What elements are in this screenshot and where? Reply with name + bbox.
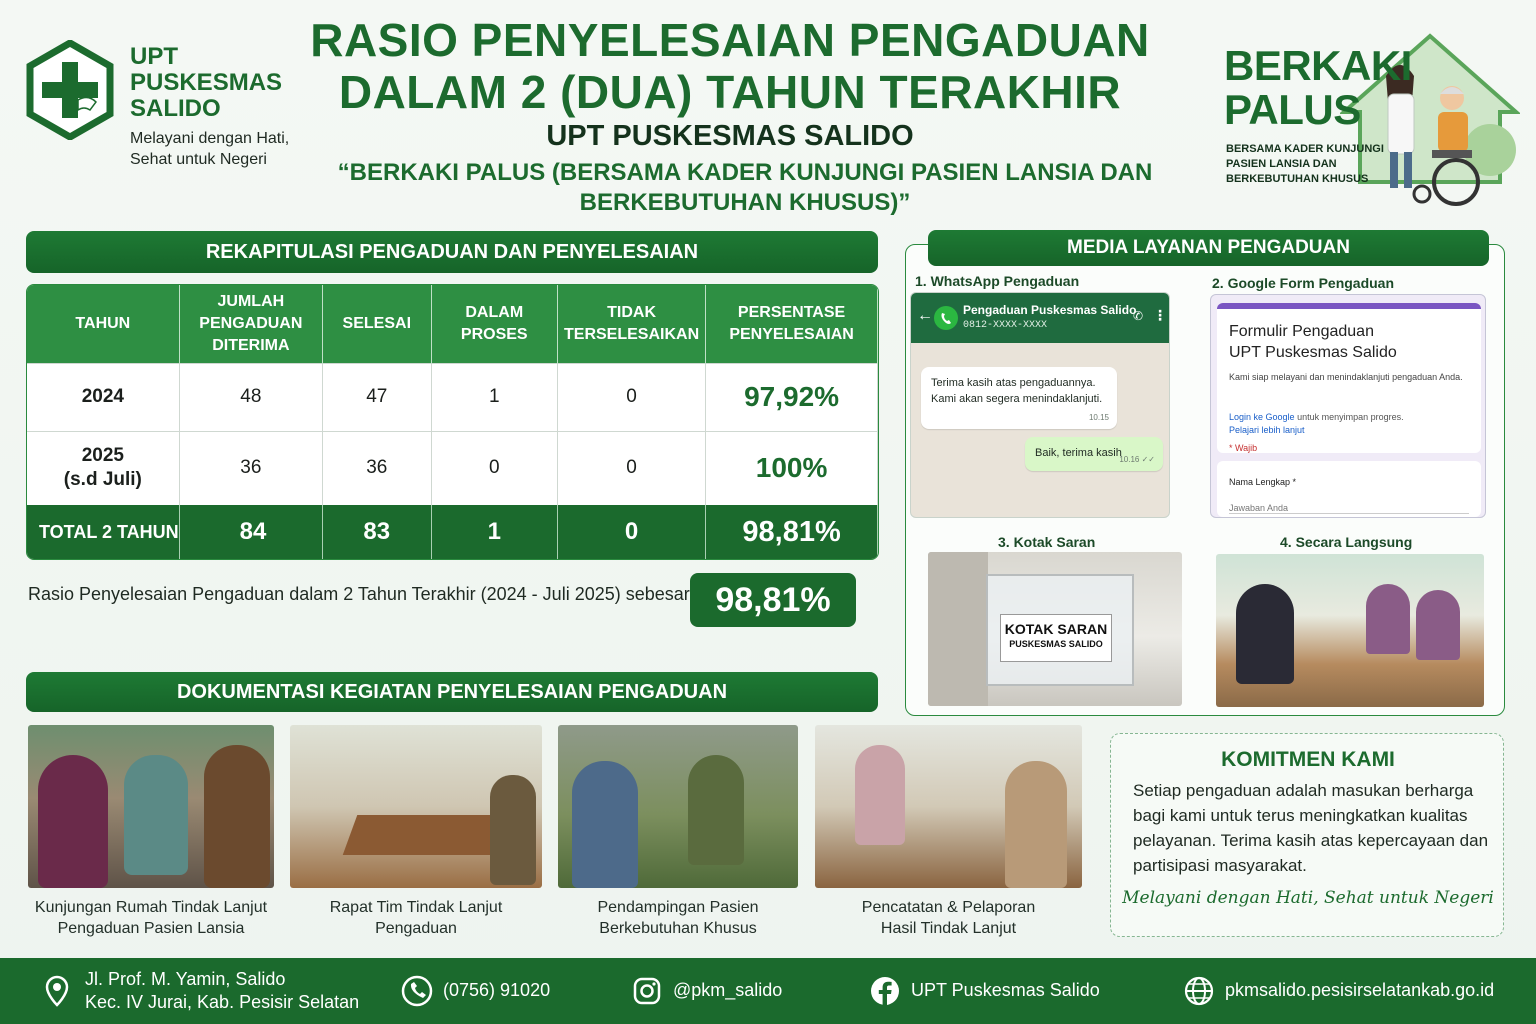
photo-person-shape — [1366, 584, 1410, 654]
brand-subtitle-line: BERKEBUTUHAN KHUSUS — [1226, 173, 1369, 185]
rekap-section-heading: REKAPITULASI PENGADUAN DAN PENYELESAIAN — [26, 231, 878, 273]
column-header: TAHUN — [27, 285, 179, 363]
footer-facebook[interactable]: UPT Puskesmas Salido — [911, 980, 1100, 1000]
photo-person-shape — [855, 745, 905, 845]
brand-subtitle-line: BERSAMA KADER KUNJUNGI — [1226, 143, 1384, 155]
photo-person-shape — [1416, 590, 1460, 660]
documentation-section-heading: DOKUMENTASI KEGIATAN PENYELESAIAN PENGADUAN — [26, 672, 878, 712]
footer-instagram[interactable]: @pkm_salido — [673, 980, 783, 1000]
ratio-value-badge: 98,81% — [690, 573, 856, 627]
home-visit-photo — [28, 725, 274, 888]
whatsapp-icon — [933, 305, 959, 331]
message-time: 10.15 — [1088, 413, 1109, 422]
form-title-line: UPT Puskesmas Salido — [1229, 344, 1397, 361]
footer — [0, 958, 1536, 1024]
form-title — [1229, 321, 1469, 363]
logo-name — [130, 44, 290, 122]
google-login-link[interactable]: Login ke Google — [1229, 412, 1295, 422]
caption-line: Rapat Tim Tindak Lanjut — [329, 899, 503, 916]
caption-line: Hasil Tindak Lanjut — [880, 920, 1017, 937]
outgoing-message-bubble — [1025, 437, 1163, 471]
brand-subtitle — [1226, 142, 1386, 187]
total-percent-cell: 98,81% — [706, 505, 878, 559]
suggestion-box-label: 3. Kotak Saran — [998, 534, 1096, 550]
form-login-notice — [1229, 411, 1474, 437]
received-cell: 36 — [179, 431, 322, 505]
done-cell: 47 — [323, 363, 431, 431]
column-header: DALAM PROSES — [431, 285, 557, 363]
whatsapp-label: 1. WhatsApp Pengaduan — [915, 273, 1080, 289]
logo-name-line: SALIDO — [130, 95, 221, 122]
outgoing-message-text: Baik, terima kasih — [1035, 447, 1122, 459]
direct-service-photo — [1216, 554, 1484, 707]
logo-tagline-line: Sehat untuk Negeri — [130, 151, 267, 168]
rekap-table — [26, 284, 879, 560]
total-done-cell: 83 — [323, 505, 431, 559]
photo-caption — [290, 897, 542, 939]
total-process-cell: 1 — [431, 505, 557, 559]
menu-dots-icon: ⋮ — [1153, 307, 1167, 323]
photo-person-shape — [490, 775, 536, 885]
photo-person-shape — [124, 755, 188, 875]
footer-address — [85, 968, 359, 1014]
column-header: PERSENTASE PENYELESAIAN — [706, 285, 878, 363]
photo-caption — [20, 897, 282, 939]
media-section-heading: MEDIA LAYANAN PENGADUAN — [928, 230, 1489, 266]
sign-line: PUSKESMAS SALIDO — [1009, 639, 1103, 649]
puskesmas-logo-block — [26, 30, 288, 190]
year-note: (s.d Juli) — [63, 469, 142, 491]
learn-more-link[interactable]: Pelajari lebih lanjut — [1229, 425, 1305, 435]
direct-service-label: 4. Secara Langsung — [1280, 534, 1413, 550]
column-header: JUMLAH PENGADUAN DITERIMA — [179, 285, 322, 363]
address-line: Kec. IV Jurai, Kab. Pesisir Selatan — [85, 992, 360, 1012]
ratio-statement: Rasio Penyelesaian Pengaduan dalam 2 Tahun Terakhir (2024 - Juli 2025) sebesar — [28, 584, 690, 604]
photo-person-shape — [204, 745, 270, 888]
whatsapp-contact-name: Pengaduan Puskesmas Salido — [963, 303, 1137, 317]
incoming-message-text: Terima kasih atas pengaduannya. Kami akan segera menindaklanjuti. — [931, 377, 1103, 405]
year-value: 2025 — [81, 445, 124, 467]
photo-person-shape — [1236, 584, 1294, 684]
form-title-line: Formulir Pengaduan — [1229, 323, 1374, 340]
program-quote-line: “BERKAKI PALUS (BERSAMA KADER KUNJUNGI PASIEN LANSIA DAN — [337, 159, 1153, 186]
percent-cell: 100% — [706, 431, 878, 505]
caption-line: Kunjungan Rumah Tindak Lanjut — [34, 899, 268, 916]
footer-website[interactable]: pkmsalido.pesisirselatankab.go.id — [1225, 980, 1495, 1000]
brand-subtitle-line: PASIEN LANSIA DAN — [1226, 158, 1337, 170]
google-form-screenshot — [1210, 294, 1486, 518]
program-quote — [330, 158, 1160, 218]
logo-tagline — [130, 128, 300, 170]
address-line: Jl. Prof. M. Yamin, Salido — [85, 969, 286, 989]
year-cell: 2024 — [27, 363, 179, 431]
name-input[interactable]: Jawaban Anda — [1229, 503, 1469, 514]
logo-name-line: PUSKESMAS — [130, 69, 283, 96]
whatsapp-header — [911, 293, 1170, 343]
form-header-card — [1217, 303, 1481, 453]
form-question-card — [1217, 461, 1481, 517]
percent-cell: 97,92% — [706, 363, 878, 431]
column-header: TIDAK TERSELESAIKAN — [558, 285, 706, 363]
photo-person-shape — [1005, 761, 1067, 888]
table-row — [27, 363, 878, 431]
program-quote-line: BERKEBUTUHAN KHUSUS)” — [579, 189, 911, 216]
table-row — [27, 431, 878, 505]
whatsapp-contact-number: 0812-XXXX-XXXX — [963, 320, 1048, 331]
page-subtitle: UPT PUSKESMAS SALIDO — [546, 120, 914, 152]
name-field-label: Nama Lengkap * — [1229, 477, 1297, 487]
total-unresolved-cell: 0 — [558, 505, 706, 559]
process-cell: 1 — [431, 363, 557, 431]
sign-line: KOTAK SARAN — [1004, 621, 1108, 637]
instagram-icon — [630, 974, 664, 1008]
photo-table-shape — [343, 815, 508, 855]
special-needs-assist-photo — [558, 725, 798, 888]
year-cell — [27, 431, 179, 505]
logo-name-line: UPT — [130, 43, 178, 70]
photo-person-shape — [688, 755, 744, 865]
required-note: * Wajib — [1229, 443, 1258, 453]
puskesmas-cross-logo-icon — [26, 40, 114, 140]
unresolved-cell: 0 — [558, 431, 706, 505]
total-received-cell: 84 — [179, 505, 322, 559]
photo-person-shape — [38, 755, 108, 888]
caption-line: Pendampingan Pasien — [597, 899, 759, 916]
globe-icon — [1182, 974, 1216, 1008]
footer-phone[interactable]: (0756) 91020 — [443, 980, 551, 1000]
brand-title-line: PALUS — [1224, 86, 1361, 133]
team-meeting-photo — [290, 725, 542, 888]
phone-icon — [400, 974, 434, 1008]
whatsapp-chat-screenshot — [910, 292, 1170, 518]
location-pin-icon — [40, 974, 74, 1008]
photo-wall-shadow — [928, 552, 988, 706]
unresolved-cell: 0 — [558, 363, 706, 431]
process-cell: 0 — [431, 431, 557, 505]
commitment-box — [1110, 733, 1504, 937]
brand-title-line: BERKAKI — [1224, 42, 1412, 89]
table-total-row — [27, 505, 878, 559]
total-label: TOTAL 2 TAHUN — [39, 521, 179, 542]
google-form-label: 2. Google Form Pengaduan — [1212, 275, 1395, 291]
photo-caption — [815, 897, 1082, 939]
commitment-title: KOMITMEN KAMI — [1221, 748, 1395, 771]
done-cell: 36 — [323, 431, 431, 505]
caption-line: Pengaduan Pasien Lansia — [57, 920, 245, 937]
brand-title — [1224, 44, 1412, 132]
page-title — [300, 14, 1160, 118]
received-cell: 48 — [179, 363, 322, 431]
berkaki-palus-brand — [1220, 30, 1520, 210]
table-header-row — [27, 285, 878, 363]
call-icon: ✆ — [1133, 309, 1144, 323]
form-description: Kami siap melayani dan menindaklanjuti pengaduan Anda. — [1229, 372, 1463, 382]
back-arrow-icon: ← — [917, 307, 933, 324]
photo-caption — [558, 897, 798, 939]
recording-reporting-photo — [815, 725, 1082, 888]
facebook-icon — [868, 974, 902, 1008]
login-notice-text: untuk menyimpan progres. — [1294, 412, 1404, 422]
photo-person-shape — [572, 761, 638, 888]
commitment-body: Setiap pengaduan adalah masukan berharga bagi kami untuk terus meningkatkan kualitas pelayanan. Terima kasih atas kepercayaan dan partisipasi masyarakat. — [1133, 781, 1489, 875]
suggestion-box-photo — [928, 552, 1182, 706]
column-header: SELESAI — [323, 285, 431, 363]
commitment-motto: Melayani dengan Hati, Sehat untuk Negeri — [1122, 888, 1494, 908]
incoming-message-bubble — [921, 367, 1117, 429]
message-time: 10.16 ✓✓ — [1119, 455, 1155, 464]
page-title-line: DALAM 2 (DUA) TAHUN TERAKHIR — [338, 66, 1122, 118]
caption-line: Pengaduan — [375, 920, 457, 937]
caption-line: Berkebutuhan Khusus — [599, 920, 757, 937]
logo-tagline-line: Melayani dengan Hati, — [130, 130, 290, 147]
total-label-cell — [27, 505, 179, 559]
caption-line: Pencatatan & Pelaporan — [861, 899, 1036, 916]
suggestion-box-sign — [1000, 614, 1112, 662]
page-title-line: RASIO PENYELESAIAN PENGADUAN — [310, 14, 1150, 66]
